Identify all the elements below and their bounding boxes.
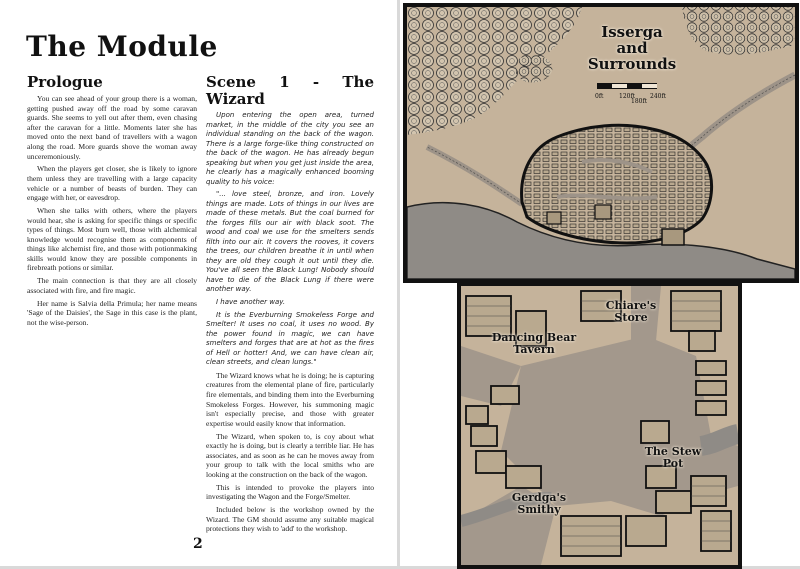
scene1-paragraph: This is intended to provoke the players into investigating the Wagon and the Forge/Smelter.: [206, 482, 374, 502]
scale-label: 0ft: [595, 93, 604, 100]
scale-label: 240ft: [650, 93, 667, 100]
module-title: The Module: [26, 30, 218, 63]
prologue-column: [27, 74, 197, 331]
prologue-paragraph: Her name is Salvia della Primula; her name means 'Sage of the Daisies', the Sage in this case is the plant, not the wise-person.: [27, 298, 197, 327]
stew-pot-label: The Stew: [644, 445, 702, 458]
scene1-paragraph: Included below is the workshop owned by the Wizard. The GM should assume any suitable magical protections they wish to 'add' to the workshop.: [206, 505, 374, 534]
wizard-speech: It is the Everburning Smokeless Forge and Smelter! It uses no coal, it uses no wood. By the power found in magic, we can have smelters and forges that are at hot as the fires of Hell or hotter! And, we can have clean air, clean streets, and clean lungs.": [206, 310, 374, 367]
prologue-paragraph: When she talks with others, where the players would hear, she is asking for specific things or specific types of things. Most burn well, those with alchemical knowledge would recognise them as components of things like alchemist fire, and those with potionmaking skills would know they are possible components in firebreath potions or similar.: [27, 205, 197, 273]
dancing-bear-label: Dancing Bear: [491, 331, 577, 344]
wizard-speech: I have another way.: [216, 297, 286, 306]
prologue-heading: Prologue: [27, 73, 103, 91]
wizard-speech: "... love steel, bronze, and iron. Lovely things are made. Lots of things in our lives are made of these metals. But the coal burned for the forges fills our air with black soot. The wood and coal we use for the smelters sends filth into our air. It covers the rooves, it covers the trees, our children breathe it in until when they are old they cough it out until they die. You've all seen the Black Lung! Nobody should have to die of the Black Lung if there were another way.: [206, 190, 374, 294]
scene1-paragraph: The Wizard knows what he is doing; he is capturing creatures from the elemental plane of fire, particularly fire elementals, and binding them into the Everburning Smokeless Forges. However, his summoning magic isn't especially precise, and those with greater expertise would easily know that information.: [206, 370, 374, 428]
market-inset-map: [457, 282, 742, 569]
dancing-bear-label: Tavern: [513, 342, 555, 356]
scale-label: 120ft: [619, 93, 636, 100]
town-overview-map: [403, 3, 799, 283]
gerdga-smithy-label: Gerdga's: [511, 491, 567, 504]
map-title-line: Surrounds: [587, 54, 677, 73]
map-title-line: and: [616, 38, 648, 57]
chiare-store-label: Chiare's: [605, 299, 657, 312]
map-title-line: Isserga: [601, 23, 663, 41]
gerdga-smithy-label: Smithy: [517, 502, 561, 516]
stew-pot-label: Pot: [662, 456, 684, 470]
left-page: [0, 0, 397, 566]
prologue-paragraph: The main connection is that they are all closely associated with fire, and fire magic.: [27, 276, 197, 295]
inset-map-drawing: [461, 286, 738, 565]
scene1-heading: Scene 1 - The Wizard: [206, 73, 374, 108]
scene1-column: [206, 74, 374, 537]
page-number: 2: [193, 536, 203, 552]
scene1-paragraph: The Wizard, when spoken to, is coy about what exactly he is doing, but is clearly a terrible liar. He has associates, and as soon as he can he moves away from your group to talk with the local smiths who are looking at the construction on the back of the wagon.: [206, 431, 374, 479]
prologue-paragraph: You can see ahead of your group there is a woman, getting pushed away off the road by some caravan guards. She seems to yell out after them, even chasing after the caravan for a little. Moments later she has moved onto the next band of travellers with a wagon along the road. More guards shove the woman away unceremoniously.: [27, 94, 197, 161]
chiare-store-label: Store: [614, 310, 648, 324]
prologue-paragraph: When the players get closer, she is likely to ignore them unless they are travelling with a large capacity vehicle or a number of beasts of burden. They can engage with her, or eavesdrop.: [27, 164, 197, 203]
wizard-speech: Upon entering the open area, turned market, in the middle of the city you see an individual standing on the back of the wagon. There is a large forge-like thing constructed on the back of the wagon. He has already begun speaking but when you get just inside the area, he clearly has a magically enhanced booming quality to his voice:: [206, 111, 374, 186]
scale-label: 180ft: [631, 98, 648, 105]
